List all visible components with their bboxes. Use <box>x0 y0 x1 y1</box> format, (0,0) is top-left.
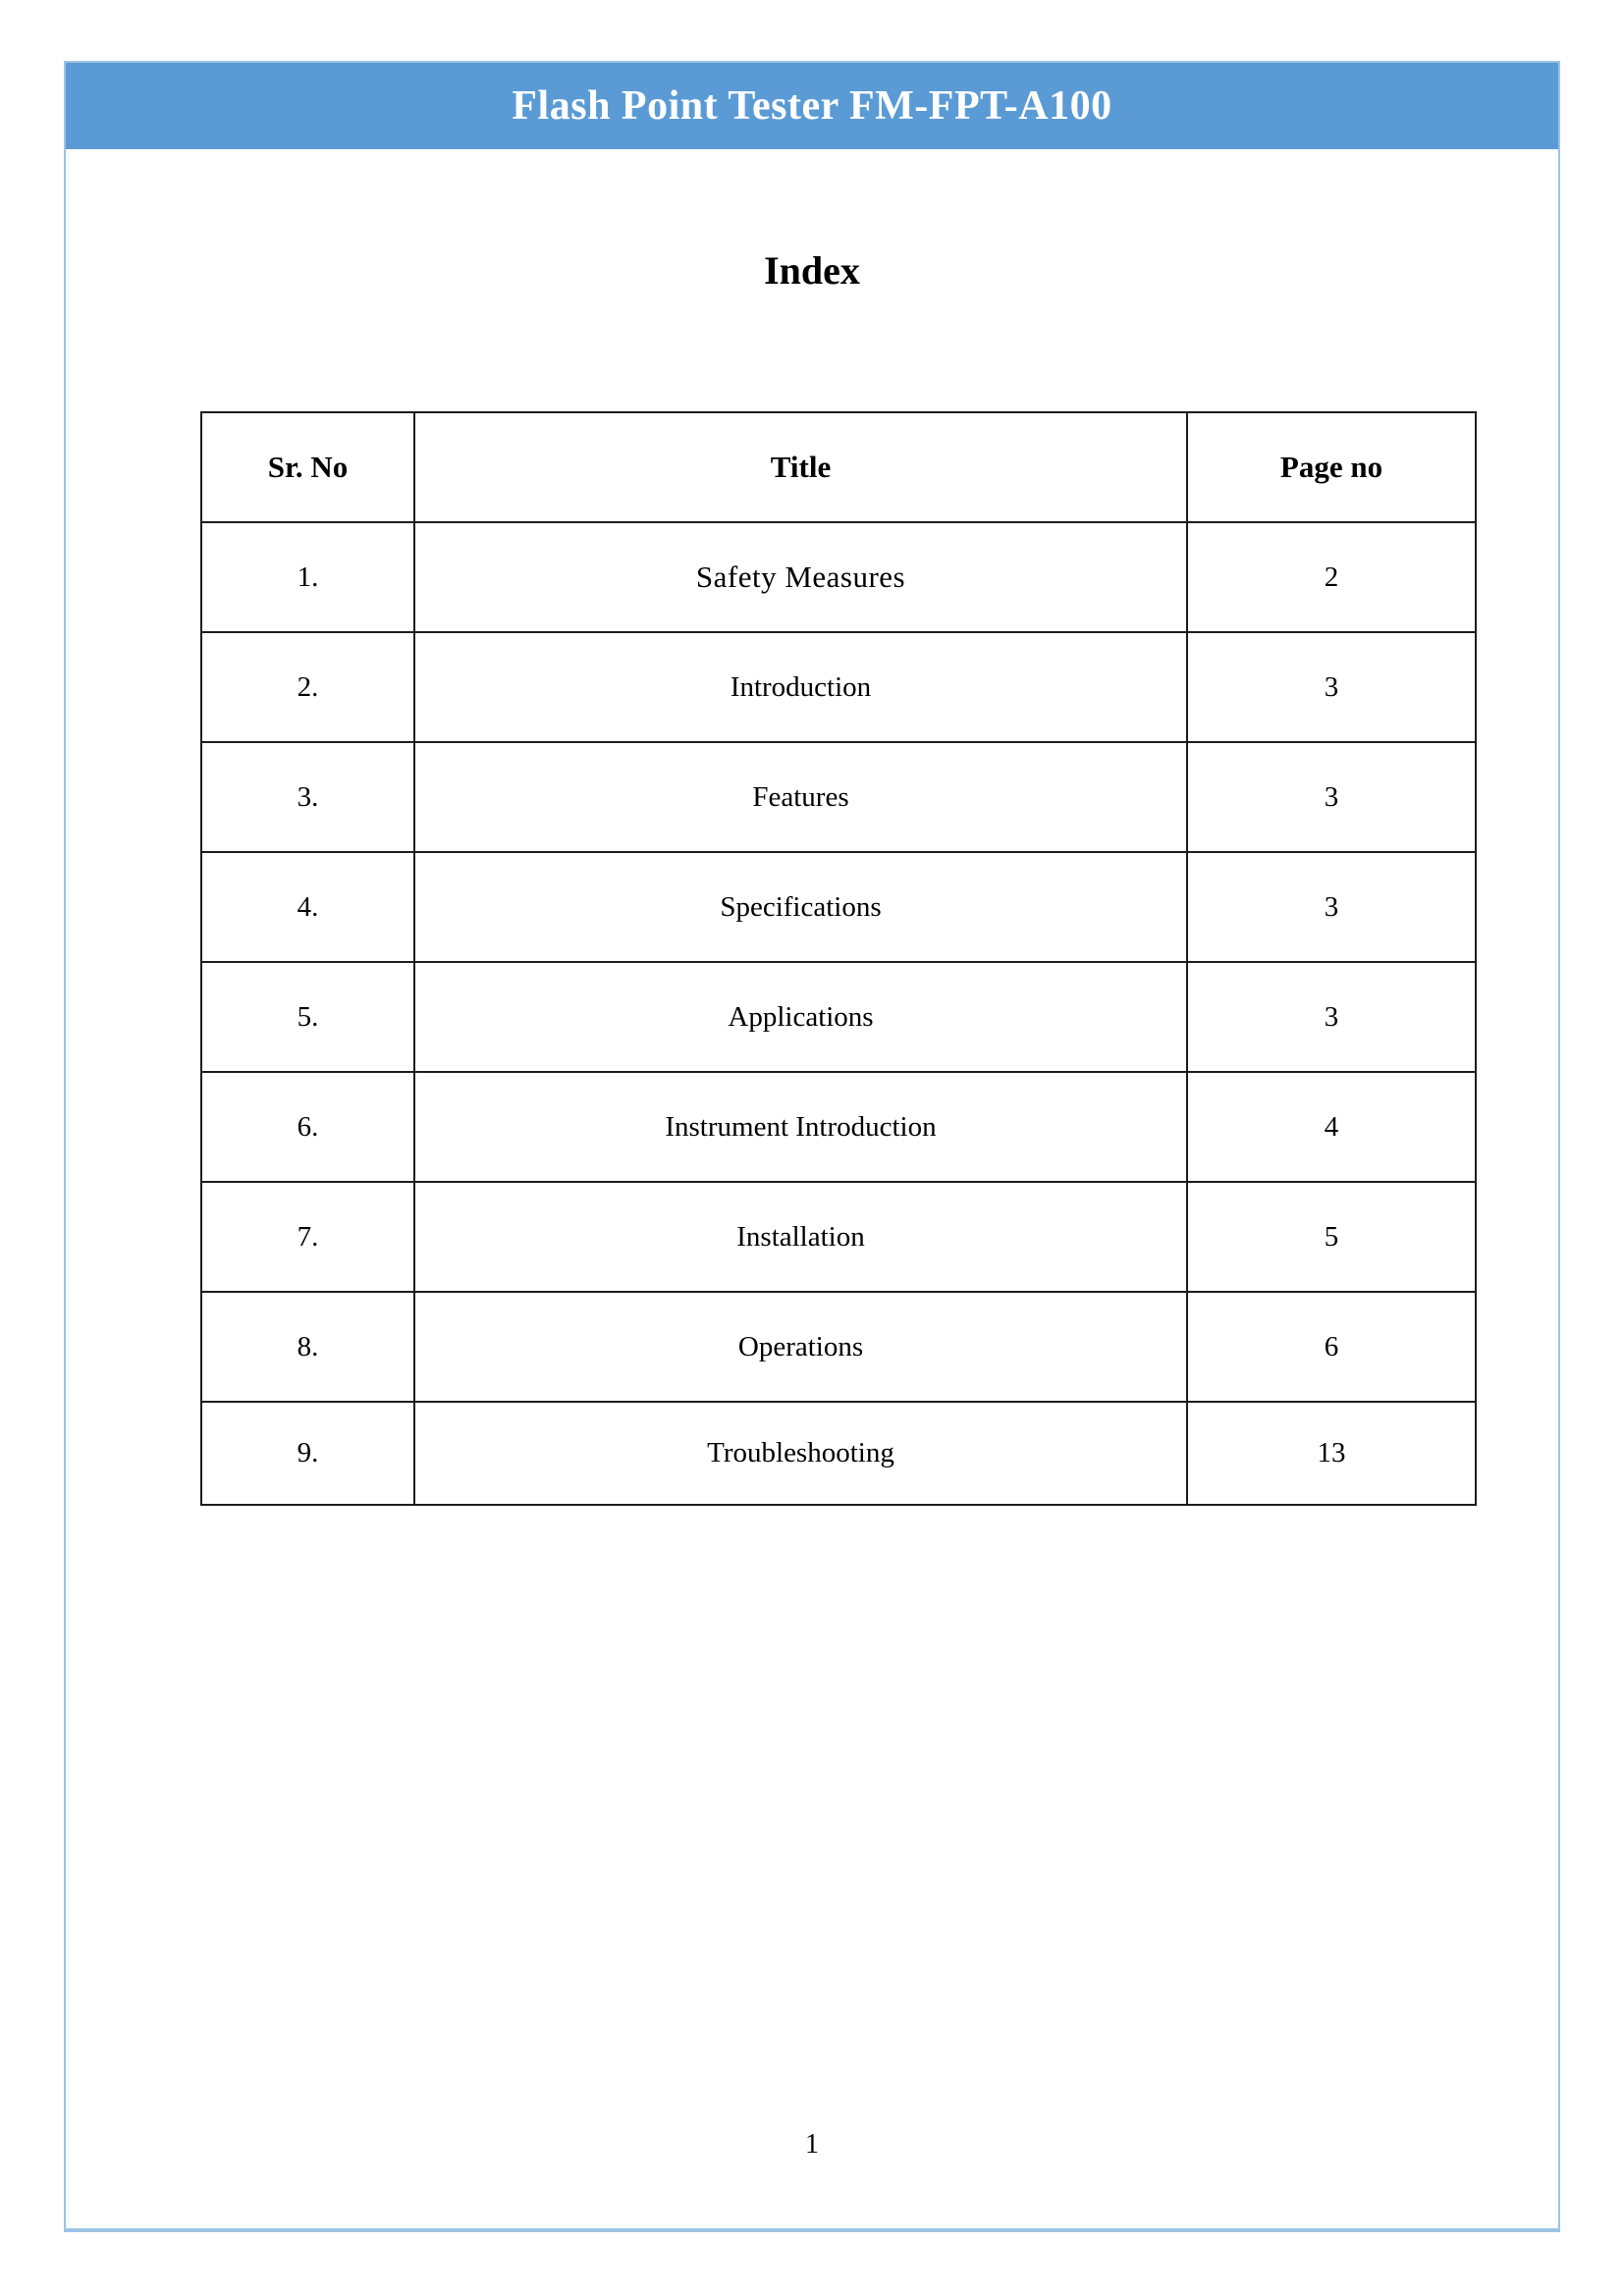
col-header-title: Title <box>414 412 1187 522</box>
table-row <box>201 632 1476 742</box>
cell-page-no: 4 <box>1187 1072 1476 1182</box>
cell-sr-no: 6. <box>201 1072 414 1182</box>
header-bar <box>66 63 1558 149</box>
cell-sr-no: 7. <box>201 1182 414 1292</box>
cell-page-no: 3 <box>1187 632 1476 742</box>
cell-page-no: 3 <box>1187 742 1476 852</box>
cell-sr-no: 3. <box>201 742 414 852</box>
col-header-sr-no: Sr. No <box>201 412 414 522</box>
table-row <box>201 742 1476 852</box>
index-heading: Index <box>764 248 860 293</box>
cell-title: Applications <box>414 962 1187 1072</box>
cell-title: Specifications <box>414 852 1187 962</box>
cell-sr-no: 8. <box>201 1292 414 1402</box>
cell-page-no: 2 <box>1187 522 1476 632</box>
table-row <box>201 1402 1476 1505</box>
cell-page-no: 3 <box>1187 962 1476 1072</box>
cell-title: Introduction <box>414 632 1187 742</box>
cell-sr-no: 9. <box>201 1402 414 1505</box>
page-number: 1 <box>805 2129 819 2160</box>
document-title: Flash Point Tester FM-FPT-A100 <box>512 83 1112 129</box>
cell-title: Installation <box>414 1182 1187 1292</box>
toc-table <box>200 411 1477 1506</box>
cell-title: Features <box>414 742 1187 852</box>
table-row <box>201 1292 1476 1402</box>
cell-page-no: 6 <box>1187 1292 1476 1402</box>
cell-title: Operations <box>414 1292 1187 1402</box>
table-header-row <box>201 412 1476 522</box>
page-frame <box>64 61 1560 2232</box>
cell-sr-no: 5. <box>201 962 414 1072</box>
cell-sr-no: 2. <box>201 632 414 742</box>
table-row <box>201 1182 1476 1292</box>
cell-sr-no: 1. <box>201 522 414 632</box>
col-header-page-no: Page no <box>1187 412 1476 522</box>
cell-title: Safety Measures <box>414 522 1187 632</box>
cell-title: Instrument Introduction <box>414 1072 1187 1182</box>
table-row <box>201 852 1476 962</box>
cell-page-no: 13 <box>1187 1402 1476 1505</box>
table-row <box>201 1072 1476 1182</box>
cell-page-no: 3 <box>1187 852 1476 962</box>
table-row <box>201 522 1476 632</box>
cell-page-no: 5 <box>1187 1182 1476 1292</box>
cell-title: Troubleshooting <box>414 1402 1187 1505</box>
cell-sr-no: 4. <box>201 852 414 962</box>
table-row <box>201 962 1476 1072</box>
